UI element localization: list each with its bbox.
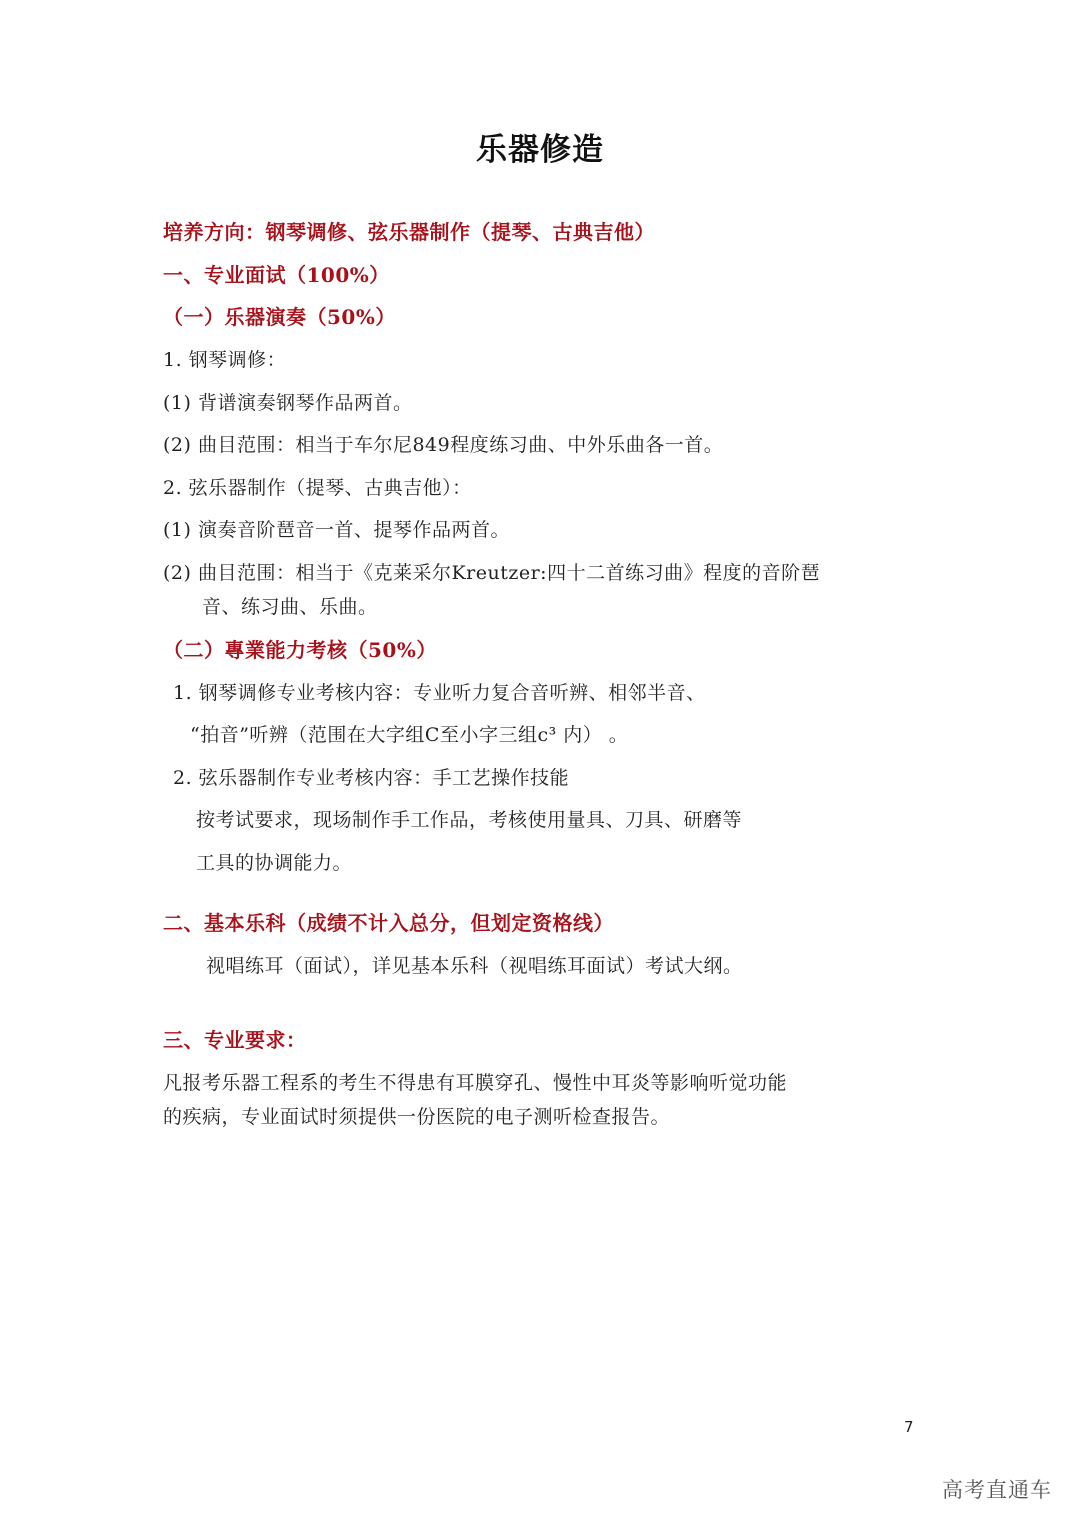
strings-exam-line3: 工具的协调能力。 [196, 852, 353, 874]
section-3-text-line1: 凡报考乐器工程系的考生不得患有耳膜穿孔、慢性中耳炎等影响听觉功能 [163, 1072, 788, 1094]
strings-item-b-line1: (2) 曲目范围：相当于《克莱采尔Kreutzer:四十二首练习曲》程度的音阶琶 [163, 562, 821, 584]
strings-item-label: 2. 弦乐器制作（提琴、古典吉他）： [163, 477, 472, 499]
watermark: 高考直通车 [942, 1478, 1052, 1502]
strings-item-a: (1) 演奏音阶琶音一首、提琴作品两首。 [163, 519, 510, 541]
piano-item-a: (1) 背谱演奏钢琴作品两首。 [163, 392, 413, 414]
piano-exam-line1: 1. 钢琴调修专业考核内容：专业听力复合音听辨、相邻半音、 [173, 682, 706, 704]
page-title: 乐器修造 [476, 132, 604, 168]
strings-exam-line1: 2. 弦乐器制作专业考核内容：手工艺操作技能 [173, 767, 570, 789]
section-3-heading: 三、专业要求： [163, 1028, 307, 1052]
training-direction: 培养方向：钢琴调修、弦乐器制作（提琴、古典吉他） [163, 220, 655, 244]
subsection-1-heading: （一）乐器演奏（50%） [163, 305, 396, 329]
piano-item-label: 1. 钢琴调修： [163, 349, 287, 371]
strings-item-b-line2: 音、练习曲、乐曲。 [202, 596, 378, 618]
subsection-2-heading: （二）專業能力考核（50%） [163, 638, 437, 662]
page-number: 7 [904, 1418, 914, 1436]
strings-exam-line2: 按考试要求，现场制作手工作品，考核使用量具、刀具、研磨等 [196, 809, 743, 831]
section-3-text-line2: 的疾病，专业面试时须提供一份医院的电子测听检查报告。 [163, 1106, 671, 1128]
section-2-text: 视唱练耳（面试），详见基本乐科（视唱练耳面试）考试大纲。 [206, 955, 743, 977]
section-2-heading: 二、基本乐科（成绩不计入总分，但划定资格线） [163, 911, 614, 935]
section-1-heading: 一、专业面试（100%） [163, 263, 390, 287]
piano-item-b: (2) 曲目范围：相当于车尔尼849程度练习曲、中外乐曲各一首。 [163, 434, 724, 456]
piano-exam-line2: “拍音”听辨（范围在大字组C至小字三组c³ 内） 。 [190, 724, 629, 746]
